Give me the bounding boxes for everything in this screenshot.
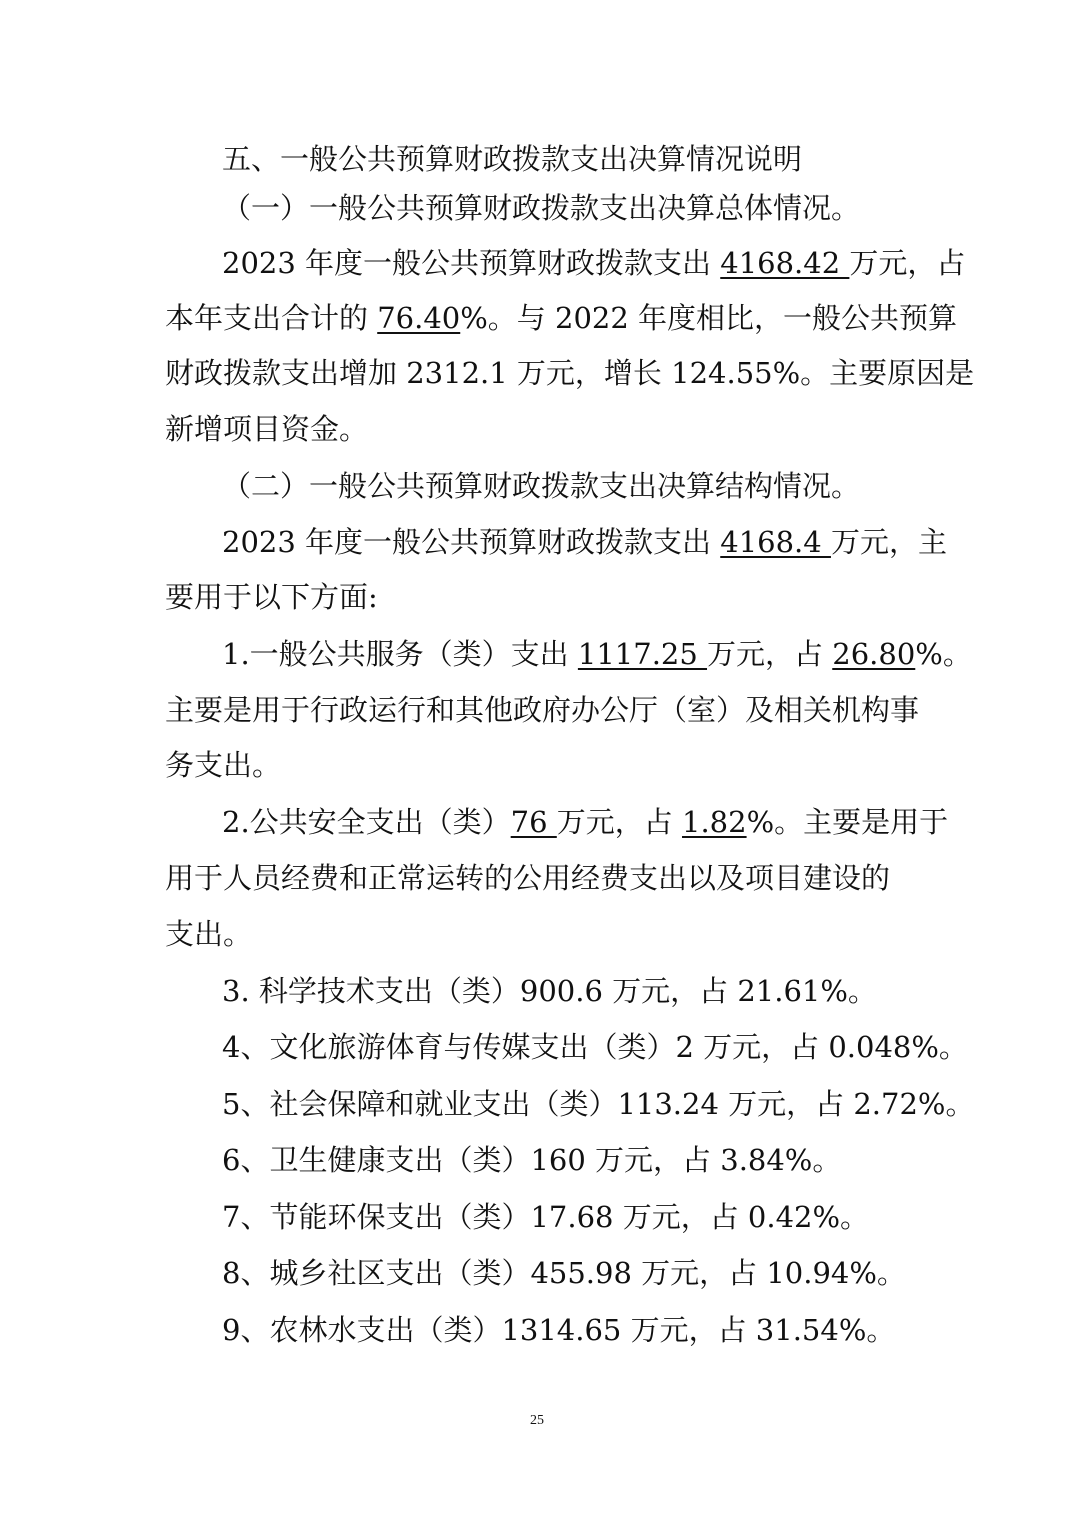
paragraph-line — [165, 298, 957, 338]
list-item-1 — [222, 634, 972, 674]
paragraph-line: 务支出。 — [165, 748, 282, 782]
subsection-title-2: （二）一般公共预算财政拨款支出决算结构情况。 — [222, 469, 861, 503]
list-item-8: 8、城乡社区支出（类）455.98 万元，占 10.94%。 — [222, 1256, 906, 1290]
paragraph-line: 财政拨款支出增加 2312.1 万元，增长 124.55%。主要原因是 — [165, 356, 975, 390]
underlined-amount: 4168.4 — [720, 525, 831, 559]
underlined-percent: 76.40 — [377, 301, 461, 335]
list-item-4: 4、文化旅游体育与传媒支出（类）2 万元，占 0.048%。 — [222, 1030, 968, 1064]
underlined-amount: 4168.42 — [720, 246, 850, 280]
paragraph-line: 主要是用于行政运行和其他政府办公厅（室）及相关机构事 — [165, 693, 920, 727]
underlined-percent: 26.80 — [832, 637, 916, 671]
page-number: 25 — [530, 1413, 544, 1428]
text-run: 万元，占 — [849, 246, 966, 280]
paragraph-line: 新增项目资金。 — [165, 412, 369, 446]
text-run: %。 — [915, 637, 972, 671]
text-run: 2023 年度一般公共预算财政拨款支出 — [222, 246, 721, 280]
list-item-5: 5、社会保障和就业支出（类）113.24 万元，占 2.72%。 — [222, 1087, 975, 1121]
underlined-percent: 1.82 — [682, 805, 747, 839]
underlined-amount: 1117.25 — [577, 637, 708, 671]
text-run: 万元，占 — [556, 805, 683, 839]
text-run: %。主要是用于 — [746, 805, 949, 839]
list-item-3: 3. 科学技术支出（类）900.6 万元，占 21.61%。 — [222, 974, 877, 1008]
text-run: %。与 2022 年度相比，一般公共预算 — [460, 301, 958, 335]
text-run: 2023 年度一般公共预算财政拨款支出 — [222, 525, 721, 559]
text-run: 本年支出合计的 — [165, 301, 378, 335]
list-item-2 — [222, 802, 948, 842]
text-run: 1.一般公共服务（类）支出 — [222, 637, 578, 671]
underlined-amount: 76 — [510, 805, 557, 839]
paragraph-line: 要用于以下方面: — [165, 580, 378, 614]
paragraph-line — [222, 522, 947, 562]
list-item-7: 7、节能环保支出（类）17.68 万元，占 0.42%。 — [222, 1200, 870, 1234]
subsection-title-1: （一）一般公共预算财政拨款支出决算总体情况。 — [222, 191, 861, 225]
text-run: 2.公共安全支出（类） — [222, 805, 511, 839]
text-run: 万元，占 — [707, 637, 833, 671]
text-run: 万元，主 — [830, 525, 947, 559]
list-item-6: 6、卫生健康支出（类）160 万元，占 3.84%。 — [222, 1143, 842, 1177]
section-heading: 五、一般公共预算财政拨款支出决算情况说明 — [222, 142, 803, 176]
paragraph-line: 用于人员经费和正常运转的公用经费支出以及项目建设的 — [165, 861, 891, 895]
list-item-9: 9、农林水支出（类）1314.65 万元，占 31.54%。 — [222, 1313, 896, 1347]
paragraph-line: 支出。 — [165, 917, 253, 951]
paragraph-line — [222, 243, 965, 283]
